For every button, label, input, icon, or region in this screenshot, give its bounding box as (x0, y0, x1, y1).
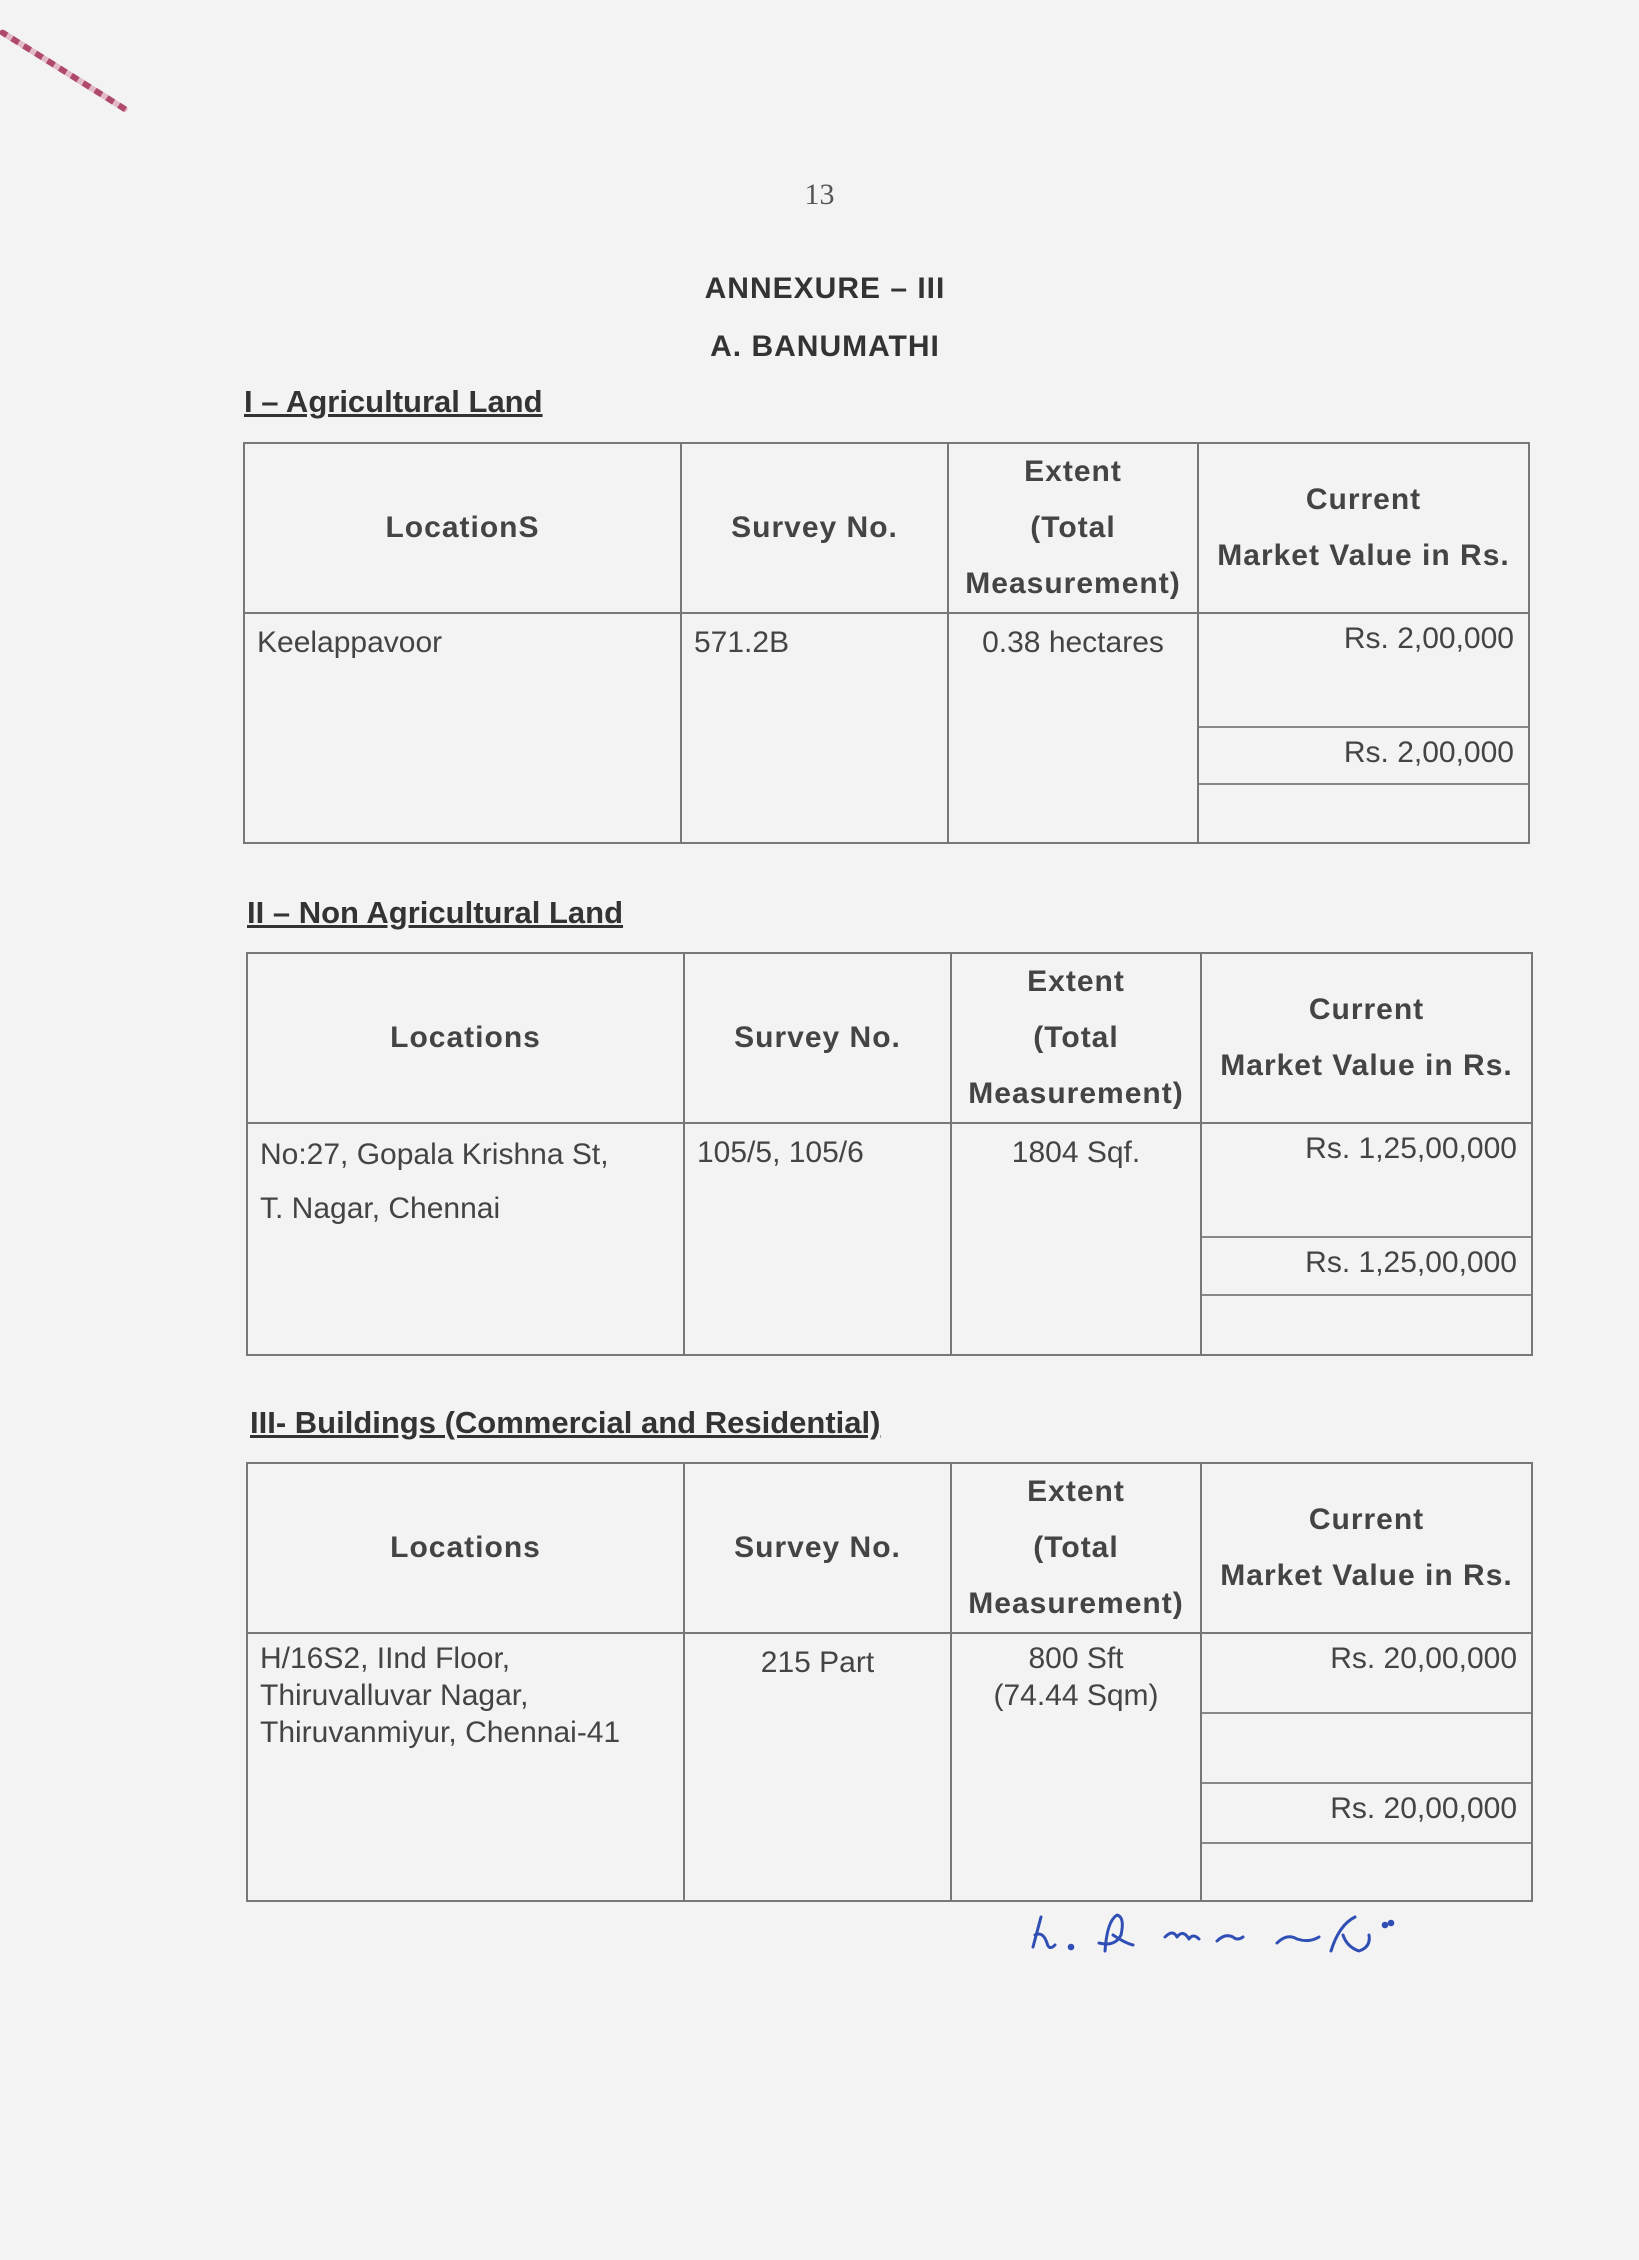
survey-no-cell: 215 Part (684, 1633, 951, 1901)
location-line: Thiruvanmiyur, Chennai-41 (260, 1716, 621, 1749)
header-locations: Locations (247, 1463, 684, 1633)
empty-value-row (1202, 1714, 1531, 1784)
survey-no-cell: 571.2B (681, 613, 948, 843)
location-cell (244, 613, 681, 843)
header-value-line2: Market Value in Rs. (1217, 539, 1510, 572)
agricultural-land-table (243, 442, 1530, 844)
location-line: Keelappavoor (257, 626, 443, 659)
header-extent (951, 953, 1201, 1123)
total-value: Rs. 1,25,00,000 (1202, 1238, 1531, 1296)
location-line: No:27, Gopala Krishna St, (260, 1138, 609, 1171)
extent-line: 0.38 hectares (982, 626, 1164, 659)
header-value-line1: Current (1305, 483, 1422, 516)
empty-value-row (1202, 1844, 1531, 1900)
value-cell (1201, 1633, 1532, 1901)
location-cell (247, 1123, 684, 1355)
market-value: Rs. 1,25,00,000 (1202, 1124, 1531, 1238)
total-value: Rs. 20,00,000 (1202, 1784, 1531, 1844)
extent-line: 800 Sft (1028, 1642, 1124, 1675)
extent-line: 1804 Sqf. (1011, 1136, 1141, 1169)
header-value-line1: Current (1308, 993, 1425, 1026)
header-extent-line1: Extent (1024, 455, 1122, 488)
header-survey-no: Survey No. (684, 953, 951, 1123)
page-number: 13 (804, 178, 835, 211)
non-agricultural-land-table (246, 952, 1533, 1356)
value-cell (1198, 613, 1529, 843)
header-extent-line2: (Total (1033, 1021, 1119, 1054)
header-locations: LocationS (244, 443, 681, 613)
section-heading-agricultural: I – Agricultural Land (244, 384, 543, 419)
stamp-ribbon-mark (0, 28, 129, 113)
header-extent-line1: Extent (1027, 1475, 1125, 1508)
empty-value-row (1202, 1296, 1531, 1354)
header-market-value (1201, 1463, 1532, 1633)
extent-line: (74.44 Sqm) (993, 1679, 1159, 1712)
person-name: A. BANUMATHI (710, 330, 940, 363)
header-value-line1: Current (1308, 1503, 1425, 1536)
header-extent-line2: (Total (1030, 511, 1116, 544)
header-extent-line2: (Total (1033, 1531, 1119, 1564)
extent-cell (948, 613, 1198, 843)
location-line: Thiruvalluvar Nagar, (260, 1679, 529, 1712)
header-market-value (1198, 443, 1529, 613)
survey-no-cell: 105/5, 105/6 (684, 1123, 951, 1355)
table-row (247, 1633, 1532, 1901)
table-header-row (247, 1463, 1532, 1633)
header-extent-line3: Measurement) (965, 567, 1181, 600)
header-extent (948, 443, 1198, 613)
header-extent-line3: Measurement) (968, 1077, 1184, 1110)
table-row (244, 613, 1529, 843)
header-extent (951, 1463, 1201, 1633)
market-value: Rs. 20,00,000 (1202, 1634, 1531, 1714)
section-heading-non-agricultural: II – Non Agricultural Land (247, 895, 624, 930)
table-row (247, 1123, 1532, 1355)
location-cell (247, 1633, 684, 1901)
header-locations: Locations (247, 953, 684, 1123)
header-value-line2: Market Value in Rs. (1220, 1049, 1513, 1082)
table-header-row (244, 443, 1529, 613)
market-value: Rs. 2,00,000 (1199, 614, 1528, 728)
annexure-title: ANNEXURE – III (704, 272, 946, 305)
extent-cell (951, 1633, 1201, 1901)
total-value: Rs. 2,00,000 (1199, 728, 1528, 785)
table-header-row (247, 953, 1532, 1123)
header-survey-no: Survey No. (684, 1463, 951, 1633)
location-line: H/16S2, IInd Floor, (260, 1642, 511, 1675)
header-extent-line1: Extent (1027, 965, 1125, 998)
header-market-value (1201, 953, 1532, 1123)
header-survey-no: Survey No. (681, 443, 948, 613)
extent-cell (951, 1123, 1201, 1355)
header-extent-line3: Measurement) (968, 1587, 1184, 1620)
empty-value-row (1199, 785, 1528, 842)
location-line: T. Nagar, Chennai (260, 1192, 501, 1225)
header-value-line2: Market Value in Rs. (1220, 1559, 1513, 1592)
handwritten-signature (1025, 1895, 1455, 1975)
buildings-table (246, 1462, 1533, 1902)
value-cell (1201, 1123, 1532, 1355)
section-heading-buildings: III- Buildings (Commercial and Residential) (250, 1405, 881, 1440)
